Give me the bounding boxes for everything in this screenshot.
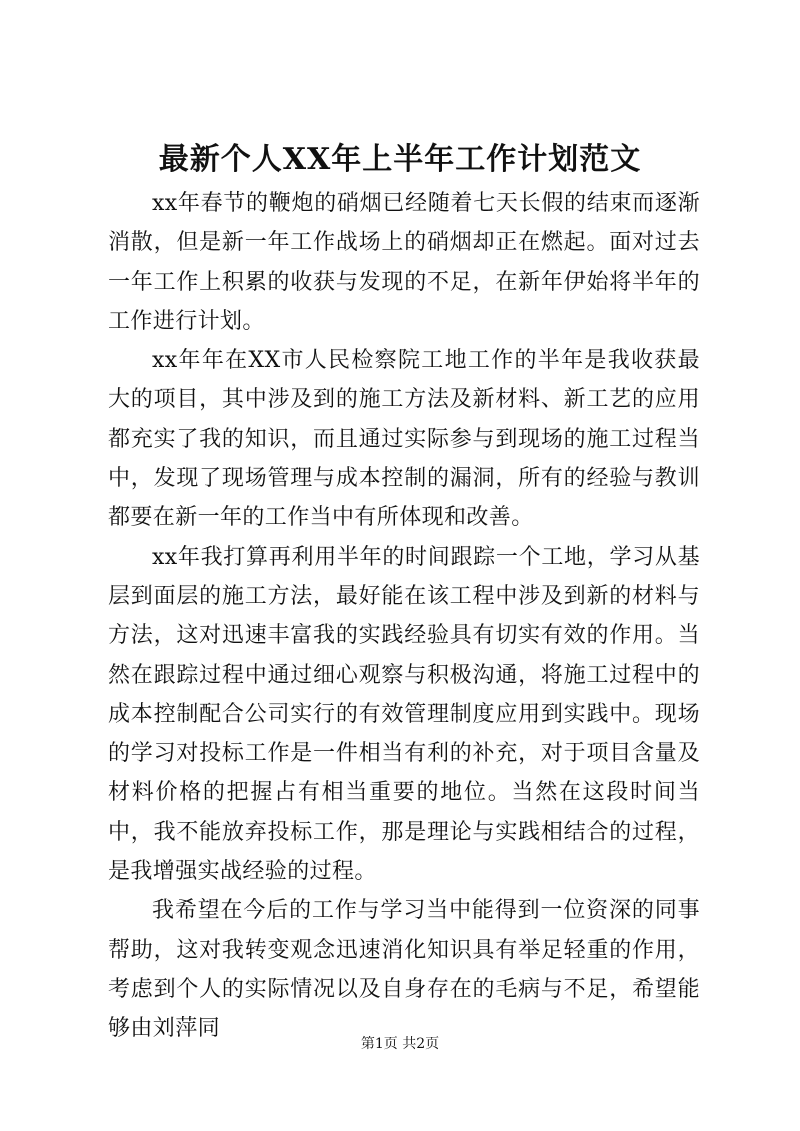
paragraph-1: xx年春节的鞭炮的硝烟已经随着七天长假的结束而逐渐消散，但是新一年工作战场上的硝烟却正在燃起。面对过去一年工作上积累的收获与发现的不足，在新年伊始将半年的工作进行计划。 bbox=[108, 191, 700, 334]
paragraph-2: xx年年在XX市人民检察院工地工作的半年是我收获最大的项目，其中涉及到的施工方法及新材料、新工艺的应用都充实了我的知识，而且通过实际参与到现场的施工过程当中，发现了现场管理与成本控制的漏洞，所有的经验与教训都要在新一年的工作当中有所体现和改善。 bbox=[108, 348, 700, 531]
document-body bbox=[108, 184, 700, 1049]
paragraph-3: xx年我打算再利用半年的时间跟踪一个工地，学习从基层到面层的施工方法，最好能在该工程中涉及到新的材料与方法，这对迅速丰富我的实践经验具有切实有效的作用。当然在跟踪过程中通过细心观察与积极沟通，将施工过程中的成本控制配合公司实行的有效管理制度应用到实践中。现场的学习对投标工作是一件相当有利的补充，对于项目含量及材料价格的把握占有相当重要的地位。当然在这段时间当中，我不能放弃投标工作，那是理论与实践相结合的过程，是我增强实战经验的过程。 bbox=[108, 544, 700, 885]
page-footer: 第1页 共2页 bbox=[360, 1036, 440, 1052]
document-title: 最新个人XX年上半年工作计划范文 bbox=[158, 142, 642, 177]
paragraph-4: 我希望在今后的工作与学习当中能得到一位资深的同事帮助，这对我转变观念迅速消化知识具有举足轻重的作用，考虑到个人的实际情况以及自身存在的毛病与不足，希望能够由刘萍同 bbox=[108, 898, 700, 1042]
